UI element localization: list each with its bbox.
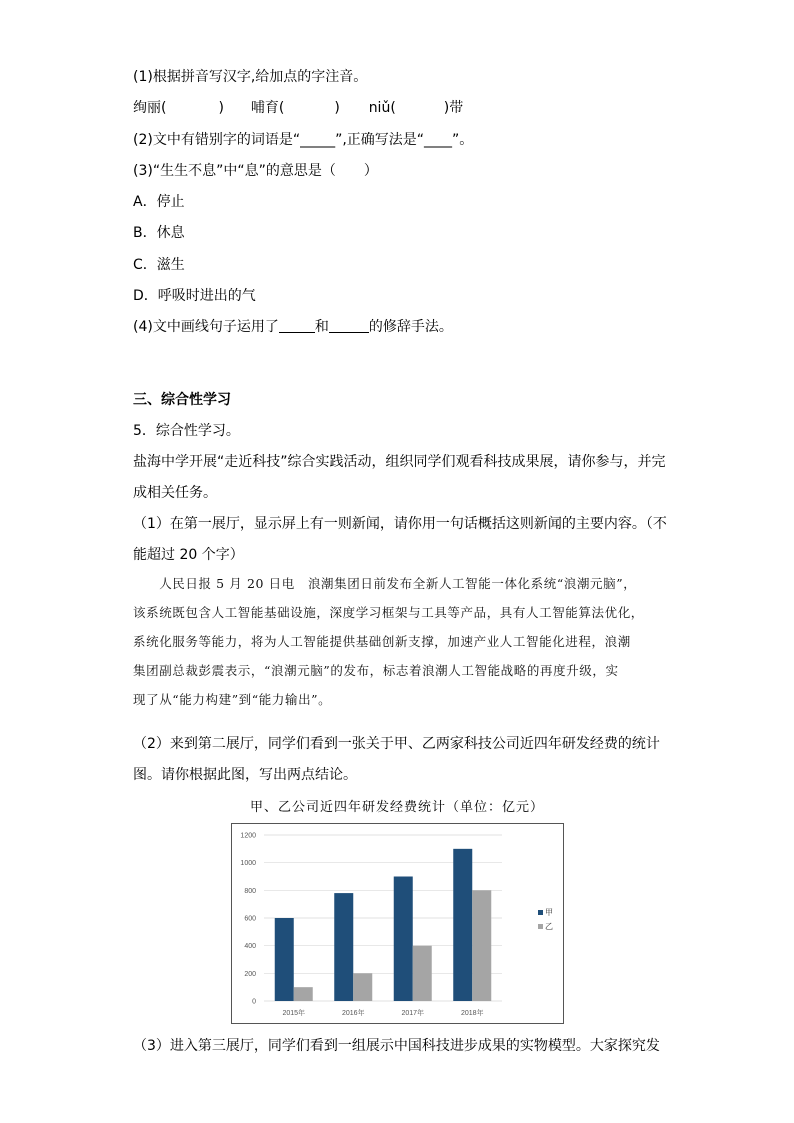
news-article — [133, 569, 661, 714]
bar-yi — [353, 973, 372, 1001]
bar-chart — [232, 824, 563, 1023]
pinyin-item-3: niǔ( — [368, 100, 396, 116]
x-tick-label: 2018年 — [460, 1010, 484, 1017]
y-tick-label: 800 — [244, 887, 256, 895]
bar-yi — [472, 890, 491, 1001]
pinyin-item-2-close: ) — [334, 100, 340, 116]
blank-2 — [329, 318, 369, 333]
news-line: 系统化服务等能力，将为人工智能提供基础创新支撑，加速产业人工智能化进程，浪潮 — [133, 634, 631, 649]
bar-yi — [294, 987, 313, 1001]
chart-title: 甲、乙公司近四年研发经费统计（单位：亿元） — [249, 800, 544, 815]
y-tick-label: 600 — [244, 915, 256, 923]
x-tick-label: 2015年 — [282, 1010, 306, 1017]
option-c: C．滋生 — [133, 257, 185, 273]
pinyin-item-3-close: )带 — [443, 100, 464, 116]
task2-line-1: （2）来到第二展厅，同学们看到一张关于甲、乙两家科技公司近四年研发经费的统计 — [133, 736, 660, 752]
task2-line-2: 图。请你根据此图，写出两点结论。 — [133, 767, 357, 783]
news-line: 人民日报 5 月 20 日电 浪潮集团日前发布全新人工智能一体化系统“浪潮元脑”， — [133, 576, 637, 591]
task1-line-2: 能超过 20 个字） — [133, 547, 244, 563]
bar-jia — [453, 849, 472, 1001]
chart-container — [231, 823, 564, 1024]
question-5: 5．综合性学习。 — [133, 423, 240, 439]
y-tick-label: 0 — [252, 998, 256, 1006]
task1-line-1: （1）在第一展厅，显示屏上有一则新闻，请你用一句话概括这则新闻的主要内容。（不 — [133, 516, 667, 532]
news-line: 现了从“能力构建”到“能力输出”。 — [133, 692, 332, 707]
news-line: 该系统既包含人工智能基础设施，深度学习框架与工具等产品，具有人工智能算法优化， — [133, 605, 644, 620]
task3-line-1: （3）进入第三展厅，同学们看到一组展示中国科技进步成果的实物模型。大家探究发 — [133, 1038, 660, 1054]
part4-text-c: 的修辞手法。 — [368, 319, 453, 335]
x-tick-label: 2017年 — [401, 1010, 425, 1017]
legend-label: 甲 — [545, 908, 553, 917]
option-b: B．休息 — [133, 225, 185, 241]
blank-1 — [279, 318, 315, 333]
q1-part4 — [133, 317, 453, 337]
option-d: D．呼吸时进出的气 — [133, 288, 256, 304]
part4-text-b: 和 — [314, 319, 329, 335]
legend-swatch — [538, 910, 543, 915]
pinyin-item-2: 哺育( — [250, 100, 285, 116]
intro-line-2: 成相关任务。 — [133, 485, 217, 501]
news-line: 集团副总裁彭震表示，“浪潮元脑”的发布，标志着浪潮人工智能战略的再度升级，实 — [133, 663, 619, 678]
bar-yi — [413, 946, 432, 1001]
y-tick-label: 1000 — [240, 860, 256, 868]
bar-jia — [334, 893, 353, 1001]
y-tick-label: 200 — [244, 970, 256, 978]
pinyin-item-1-close: ) — [218, 100, 224, 116]
part4-text-a: (4)文中画线句子运用了 — [133, 319, 279, 335]
q1-part3: (3)“生生不息”中“息”的意思是（ ） — [133, 163, 378, 179]
intro-line-1: 盐海中学开展“走近科技”综合实践活动，组织同学们观看科技成果展，请你参与，并完 — [133, 454, 666, 470]
bar-jia — [275, 918, 294, 1001]
option-a: A．停止 — [133, 194, 185, 210]
q1-part2: (2)文中有错别字的词语是“_____”,正确写法是“____”。 — [133, 132, 474, 148]
legend-label: 乙 — [545, 922, 553, 931]
section-heading: 三、综合性学习 — [133, 392, 231, 408]
legend-swatch — [538, 924, 543, 929]
y-tick-label: 1200 — [240, 832, 256, 840]
pinyin-item-1: 绚丽( — [133, 100, 167, 116]
pinyin-row — [133, 98, 463, 118]
bar-jia — [394, 877, 413, 1002]
q1-part1: (1)根据拼音写汉字,给加点的字注音。 — [133, 69, 368, 85]
y-tick-label: 400 — [244, 943, 256, 951]
x-tick-label: 2016年 — [341, 1010, 365, 1017]
